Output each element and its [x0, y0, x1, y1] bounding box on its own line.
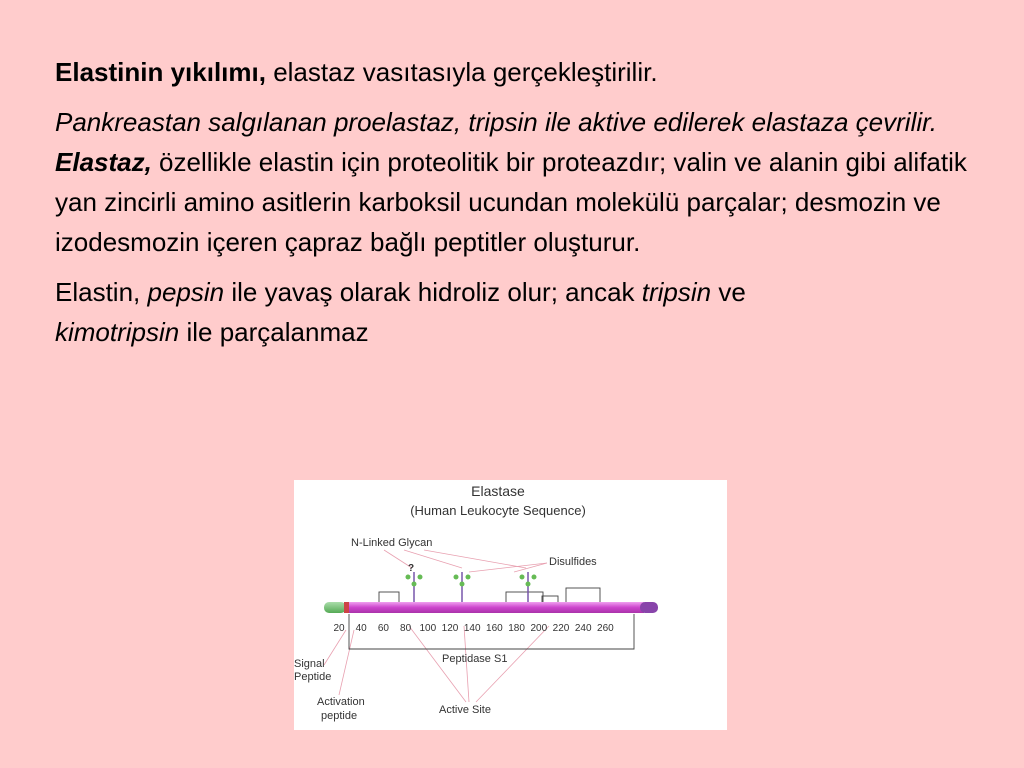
activation-label-line2: peptide [321, 710, 358, 722]
p3-kimotripsin: kimotripsin [55, 317, 180, 347]
p2-text: özellikle elastin için proteolitik bir proteazdır; valin ve alanin gibi alifatik yan zincirli amino asitlerin karboksil ucundan molekülü parçalar; desmozin ve izodesmozin içeren çapraz bağlı peptitler oluşturur. [55, 147, 967, 257]
paragraph-2 [55, 102, 985, 262]
p2-italic: Pankreastan salgılanan proelastaz, tripsin ile aktive edilerek elastaza çevrilir. [55, 107, 938, 137]
figure-subtitle: (Human Leukocyte Sequence) [410, 503, 586, 518]
tick-label: 120 [441, 623, 459, 634]
tick-label: 100 [419, 623, 437, 634]
p3-text-4: ile parçalanmaz [179, 317, 369, 347]
tick-label: 40 [355, 623, 367, 634]
signal-label-line1: Signal [294, 658, 325, 670]
glycan-3 [520, 572, 537, 602]
disulfide-brackets [379, 588, 600, 603]
tick-label: 240 [574, 623, 592, 634]
tick-label: 180 [508, 623, 525, 634]
p3-text-1: Elastin, [55, 277, 148, 307]
p3-text-3: ve [711, 277, 746, 307]
activation-label-line1: Activation [317, 696, 365, 708]
p3-pepsin: pepsin [147, 277, 225, 307]
active-site-label: Active Site [439, 704, 491, 716]
elastase-diagram [294, 480, 727, 730]
activation-peptide-segment [344, 602, 349, 613]
paragraph-1 [55, 52, 985, 92]
tick-label: 220 [552, 623, 570, 634]
peptidase-label: Peptidase S1 [442, 653, 508, 665]
tick-label: 140 [463, 623, 481, 634]
tick-label: 20 [333, 623, 345, 634]
tick-label: 260 [597, 623, 614, 634]
p3-text-2: ile yavaş olarak hidroliz olur; ancak [224, 277, 642, 307]
p1-text: elastaz vasıtasıyla gerçekleştirilir. [265, 57, 658, 87]
mature-chain-segment [349, 602, 644, 613]
tick-label: 160 [486, 623, 503, 634]
c-terminal-segment [640, 602, 658, 613]
p2-bold-italic: Elastaz, [55, 147, 152, 177]
protein-bar [324, 602, 658, 613]
p1-bold: Elastinin yıkılımı, [55, 57, 266, 87]
slide-text [55, 52, 985, 362]
paragraph-3 [55, 272, 985, 352]
elastase-svg [294, 480, 727, 730]
question-mark: ? [408, 563, 415, 574]
tick-labels [333, 623, 614, 634]
figure-title: Elastase [471, 483, 525, 499]
signal-label-line2: Peptide [294, 671, 332, 683]
disulfides-label: Disulfides [549, 556, 597, 568]
tick-label: 80 [400, 623, 412, 634]
glycan-1 [406, 563, 423, 602]
p3-tripsin: tripsin [641, 277, 712, 307]
glycan-2 [454, 572, 471, 602]
tick-label: 60 [377, 623, 389, 634]
tick-label: 200 [530, 623, 548, 634]
signal-peptide-segment [324, 602, 346, 613]
glycan-label: N-Linked Glycan [351, 537, 433, 549]
